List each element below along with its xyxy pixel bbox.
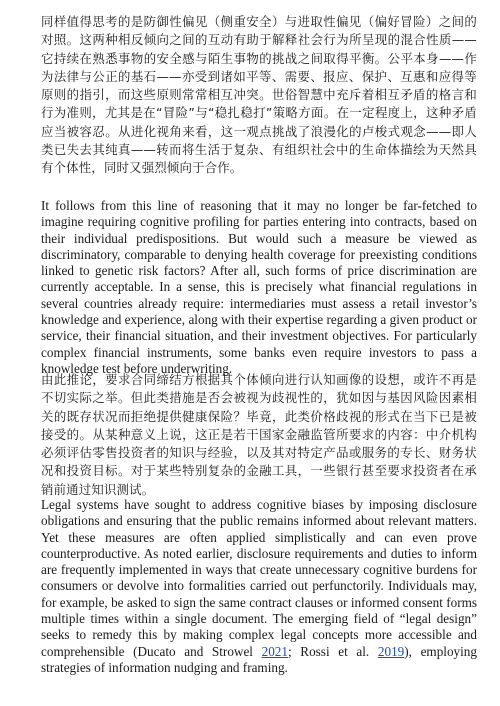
english-paragraph-legal-design [41,497,477,676]
legal-design-text-start: Legal systems have sought to address cognitive biases by imposing disclosure obligations and ensuring that the public remains informed about relevant matters. Yet these measures are often applied simplistically and can even prove counterproductive. As noted earlier, disclosure requirements and duties to inform are frequently implemented in ways that create unnecessary cognitive burdens for consumers or devolve into formalities carried out perfunctorily. Individuals may, for example, be asked to sign the same contract clauses or informed consent forms multiple times within a single document. The emerging field of “legal design” seeks to remedy this by making complex legal concepts more accessible and comprehensible (Ducato and Strowel [41,497,477,659]
legal-design-text-end: ), employing strategies of information nudging and framing. [41,643,477,675]
citation-separator: ; Rossi et al. [287,643,378,659]
citation-link-ducato-strowel[interactable]: 2021 [261,643,288,659]
citation-link-rossi[interactable]: 2019 [377,643,405,659]
chinese-paragraph-cognitive-profiling: 由此推论，要求合同缔结方根据其个体倾向进行认知画像的设想，或许不再是不切实际之举。但此类措施是否会被视为歧视性的，犹如因与基因风险因素相关的既存状况而拒绝提供健康保险？毕竟，此类价格歧视的形式在当下已是被接受的。从某种意义上说，这正是若干国家金融监管所要求的内容：中介机构必须评估零售投资者的知识与经验，以及其对特定产品或服务的专长、财务状况和投资目标。对于某些特别复杂的金融工具，一些银行甚至要求投资者在承销前通过知识测试。 [41,372,477,497]
english-paragraph-cognitive-profiling: It follows from this line of reasoning that it may no longer be far-fetched to imagine requiring cognitive profiling for parties entering into contracts, based on their individual predispositions. But would such a measure be viewed as discriminatory, comparable to denying health coverage for preexisting conditions linked to genetic risk factors? After all, such forms of price discrimination are currently acceptable. In a sense, this is precisely what financial regulations in several countries already require: intermediaries must assess a retail investor’s knowledge and experience, along with their expertise regarding a given product or service, their financial situation, and their investment objectives. For particularly complex financial instruments, some banks even require investors to pass a knowledge test before underwriting. [41,198,477,376]
chinese-paragraph-defensive-bias: 同样值得思考的是防御性偏见（侧重安全）与进取性偏见（偏好冒险）之间的对照。这两种相反倾向之间的互动有助于解释社会行为所呈现的混合性质——它持续在熟悉事物的安全感与陌生事物的挑战之间取得平衡。公平本身——作为法律与公正的基石——亦受到诸如平等、需要、报应、保护、互惠和应得等原则的指引，而这些原则常常相互冲突。世俗智慧中充斥着相互矛盾的格言和行为准则，尤其是在“冒险”与“稳扎稳打”策略方面。在一定程度上，这种矛盾应当被容忍。从进化视角来看，这一观点挑战了浪漫化的卢梭式观念——即人类已失去其纯真——转而将生活于复杂、有组织社会中的生命体描绘为天然具有个体性，同时又强烈倾向于合作。 [41,14,477,176]
